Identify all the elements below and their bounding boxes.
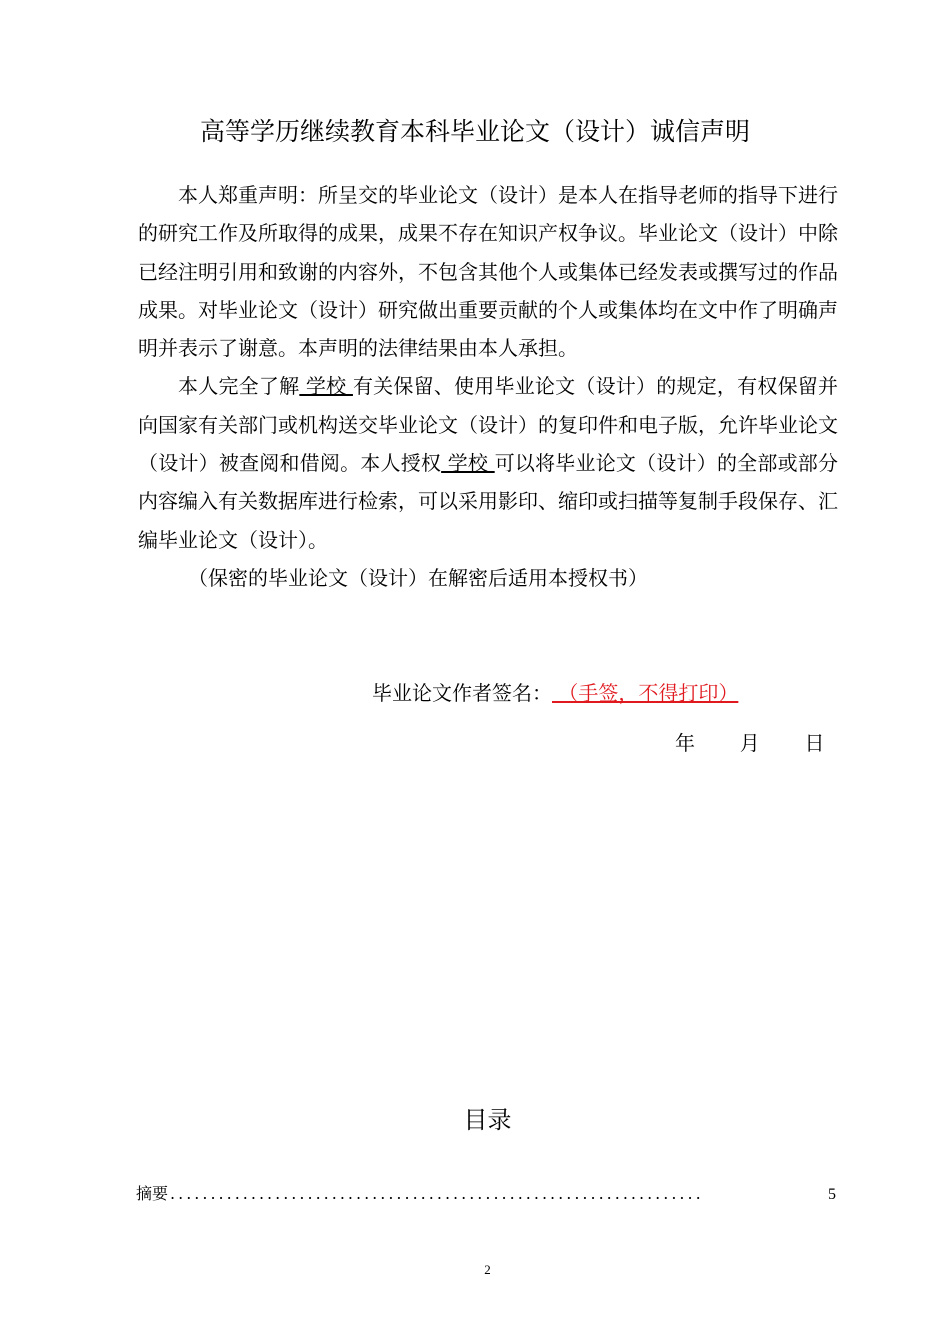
declaration-paragraph-1: 本人郑重声明：所呈交的毕业论文（设计）是本人在指导老师的指导下进行的研究工作及所取得的成果，成果不存在知识产权争议。毕业论文（设计）中除已经注明引用和致谢的内容外，不包含其他个人或集体已经发表或撰写过的作品成果。对毕业论文（设计）研究做出重要贡献的个人或集体均在文中作了明确声明并表示了谢意。本声明的法律结果由本人承担。: [138, 183, 838, 361]
declaration-body: [138, 176, 838, 597]
toc-entry[interactable]: [136, 1181, 836, 1204]
paragraph-2-part-2: 有关保留、使用毕业论文（设计）的规定，有权保留并向国家有关部门或机构送交毕业论文（设计）的复印件和电子版，允许毕业论文（设计）被查阅和借阅。本人授权: [138, 374, 839, 476]
date-day: 日: [804, 731, 825, 755]
toc-entry-label: 摘要: [136, 1184, 169, 1203]
toc-title: 目录: [463, 1106, 512, 1134]
date-month: 月: [739, 731, 760, 755]
paragraph-2-part-3: 可以将毕业论文（设计）的全部或部分内容编入有关数据库进行检索，可以采用影印、缩印或扫描等复制手段保存、汇编毕业论文（设计）。: [138, 451, 839, 552]
page-number: 2: [484, 1262, 491, 1277]
school-name-blank-2: 学校: [441, 451, 495, 476]
date-line: [675, 730, 824, 756]
declaration-title: 高等学历继续教育本科毕业论文（设计）诚信声明: [199, 117, 750, 146]
paragraph-2-part-1: 本人完全了解: [178, 374, 300, 399]
signature-field: （手签，不得打印）: [552, 681, 739, 705]
confidential-note: （保密的毕业论文（设计）在解密后适用本授权书）: [188, 565, 648, 590]
signature-label: 毕业论文作者签名：: [372, 681, 552, 705]
date-year: 年: [675, 731, 695, 755]
signature-line: [372, 680, 738, 706]
toc-leader-dots: ..................................................................: [170, 1184, 704, 1203]
declaration-paragraph-2: [138, 367, 838, 558]
toc-entry-page: 5: [828, 1186, 836, 1203]
school-name-blank-1: 学校: [299, 374, 353, 399]
